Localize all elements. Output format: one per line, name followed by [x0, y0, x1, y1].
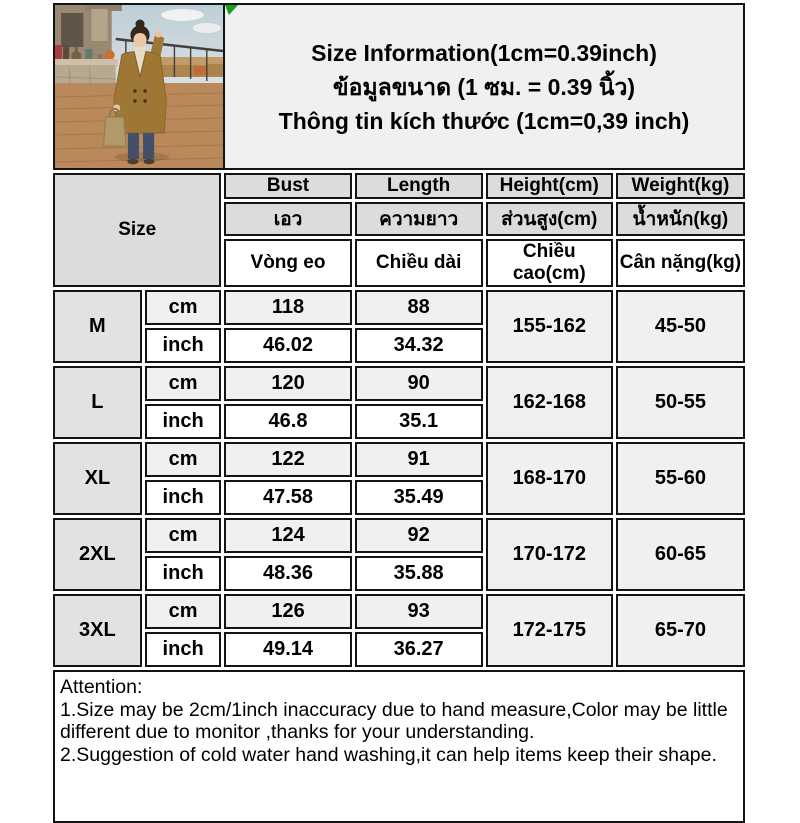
unit-inch-cell: inch: [145, 480, 222, 515]
height-range-cell: 162-168: [486, 366, 613, 439]
attention-title: Attention:: [60, 676, 143, 698]
product-photo: [53, 3, 225, 170]
size-label-cell: L: [53, 366, 142, 439]
attention-box: [53, 670, 745, 823]
length-cm-cell: 92: [355, 518, 483, 553]
length-cm-cell: 93: [355, 594, 483, 629]
col-header-bust-th: เอว: [224, 202, 351, 236]
size-table: [50, 170, 748, 670]
weight-range-cell: 60-65: [616, 518, 745, 591]
col-header-bust-vi: Vòng eo: [224, 239, 351, 287]
attention-line-1: 1.Size may be 2cm/1inch inaccuracy due to hand measure,Color may be little different due to monitor ,thanks for your understanding.: [60, 698, 728, 743]
height-range-cell: 172-175: [486, 594, 613, 667]
unit-cm-cell: cm: [145, 366, 222, 401]
title-line-vietnamese: Thông tin kích thước (1cm=0,39 inch): [278, 107, 690, 134]
bust-cm-cell: 122: [224, 442, 351, 477]
size-label-cell: M: [53, 290, 142, 363]
unit-inch-cell: inch: [145, 328, 222, 363]
col-header-weight-th: น้ำหนัก(kg): [616, 202, 745, 236]
length-inch-cell: 36.27: [355, 632, 483, 667]
length-cm-cell: 90: [355, 366, 483, 401]
weight-range-cell: 55-60: [616, 442, 745, 515]
bust-inch-cell: 46.8: [224, 404, 351, 439]
bust-inch-cell: 46.02: [224, 328, 351, 363]
length-inch-cell: 35.1: [355, 404, 483, 439]
bust-cm-cell: 126: [224, 594, 351, 629]
unit-inch-cell: inch: [145, 556, 222, 591]
title-line-english: Size Information(1cm=0.39inch): [311, 39, 657, 66]
weight-range-cell: 50-55: [616, 366, 745, 439]
title-line-thai: ข้อมูลขนาด (1 ซม. = 0.39 นิ้ว): [332, 73, 636, 100]
bust-cm-cell: 124: [224, 518, 351, 553]
unit-cm-cell: cm: [145, 442, 222, 477]
bust-cm-cell: 120: [224, 366, 351, 401]
length-cm-cell: 88: [355, 290, 483, 325]
unit-cm-cell: cm: [145, 290, 222, 325]
col-header-bust-en: Bust: [224, 173, 351, 199]
col-header-length-vi: Chiều dài: [355, 239, 483, 287]
length-cm-cell: 91: [355, 442, 483, 477]
bust-inch-cell: 48.36: [224, 556, 351, 591]
unit-cm-cell: cm: [145, 518, 222, 553]
bust-inch-cell: 49.14: [224, 632, 351, 667]
page: [0, 3, 800, 803]
height-range-cell: 155-162: [486, 290, 613, 363]
col-header-length-en: Length: [355, 173, 483, 199]
size-label-cell: XL: [53, 442, 142, 515]
length-inch-cell: 34.32: [355, 328, 483, 363]
length-inch-cell: 35.88: [355, 556, 483, 591]
col-header-length-th: ความยาว: [355, 202, 483, 236]
green-corner-marker-icon: [225, 5, 238, 15]
size-label-cell: 3XL: [53, 594, 142, 667]
unit-inch-cell: inch: [145, 404, 222, 439]
top-section: [53, 3, 745, 170]
size-corner-cell: Size: [53, 173, 221, 287]
bust-cm-cell: 118: [224, 290, 351, 325]
weight-range-cell: 65-70: [616, 594, 745, 667]
length-inch-cell: 35.49: [355, 480, 483, 515]
attention-line-2: 2.Suggestion of cold water hand washing,it can help items keep their shape.: [60, 743, 717, 766]
col-header-weight-vi: Cân nặng(kg): [616, 239, 745, 287]
bust-inch-cell: 47.58: [224, 480, 351, 515]
col-header-height-vi: Chiều cao(cm): [486, 239, 613, 287]
height-range-cell: 168-170: [486, 442, 613, 515]
col-header-height-th: ส่วนสูง(cm): [486, 202, 613, 236]
weight-range-cell: 45-50: [616, 290, 745, 363]
model-photo-illustration: [55, 5, 223, 168]
height-range-cell: 170-172: [486, 518, 613, 591]
size-label-cell: 2XL: [53, 518, 142, 591]
unit-cm-cell: cm: [145, 594, 222, 629]
col-header-height-en: Height(cm): [486, 173, 613, 199]
size-title-panel: [225, 3, 745, 170]
unit-inch-cell: inch: [145, 632, 222, 667]
col-header-weight-en: Weight(kg): [616, 173, 745, 199]
